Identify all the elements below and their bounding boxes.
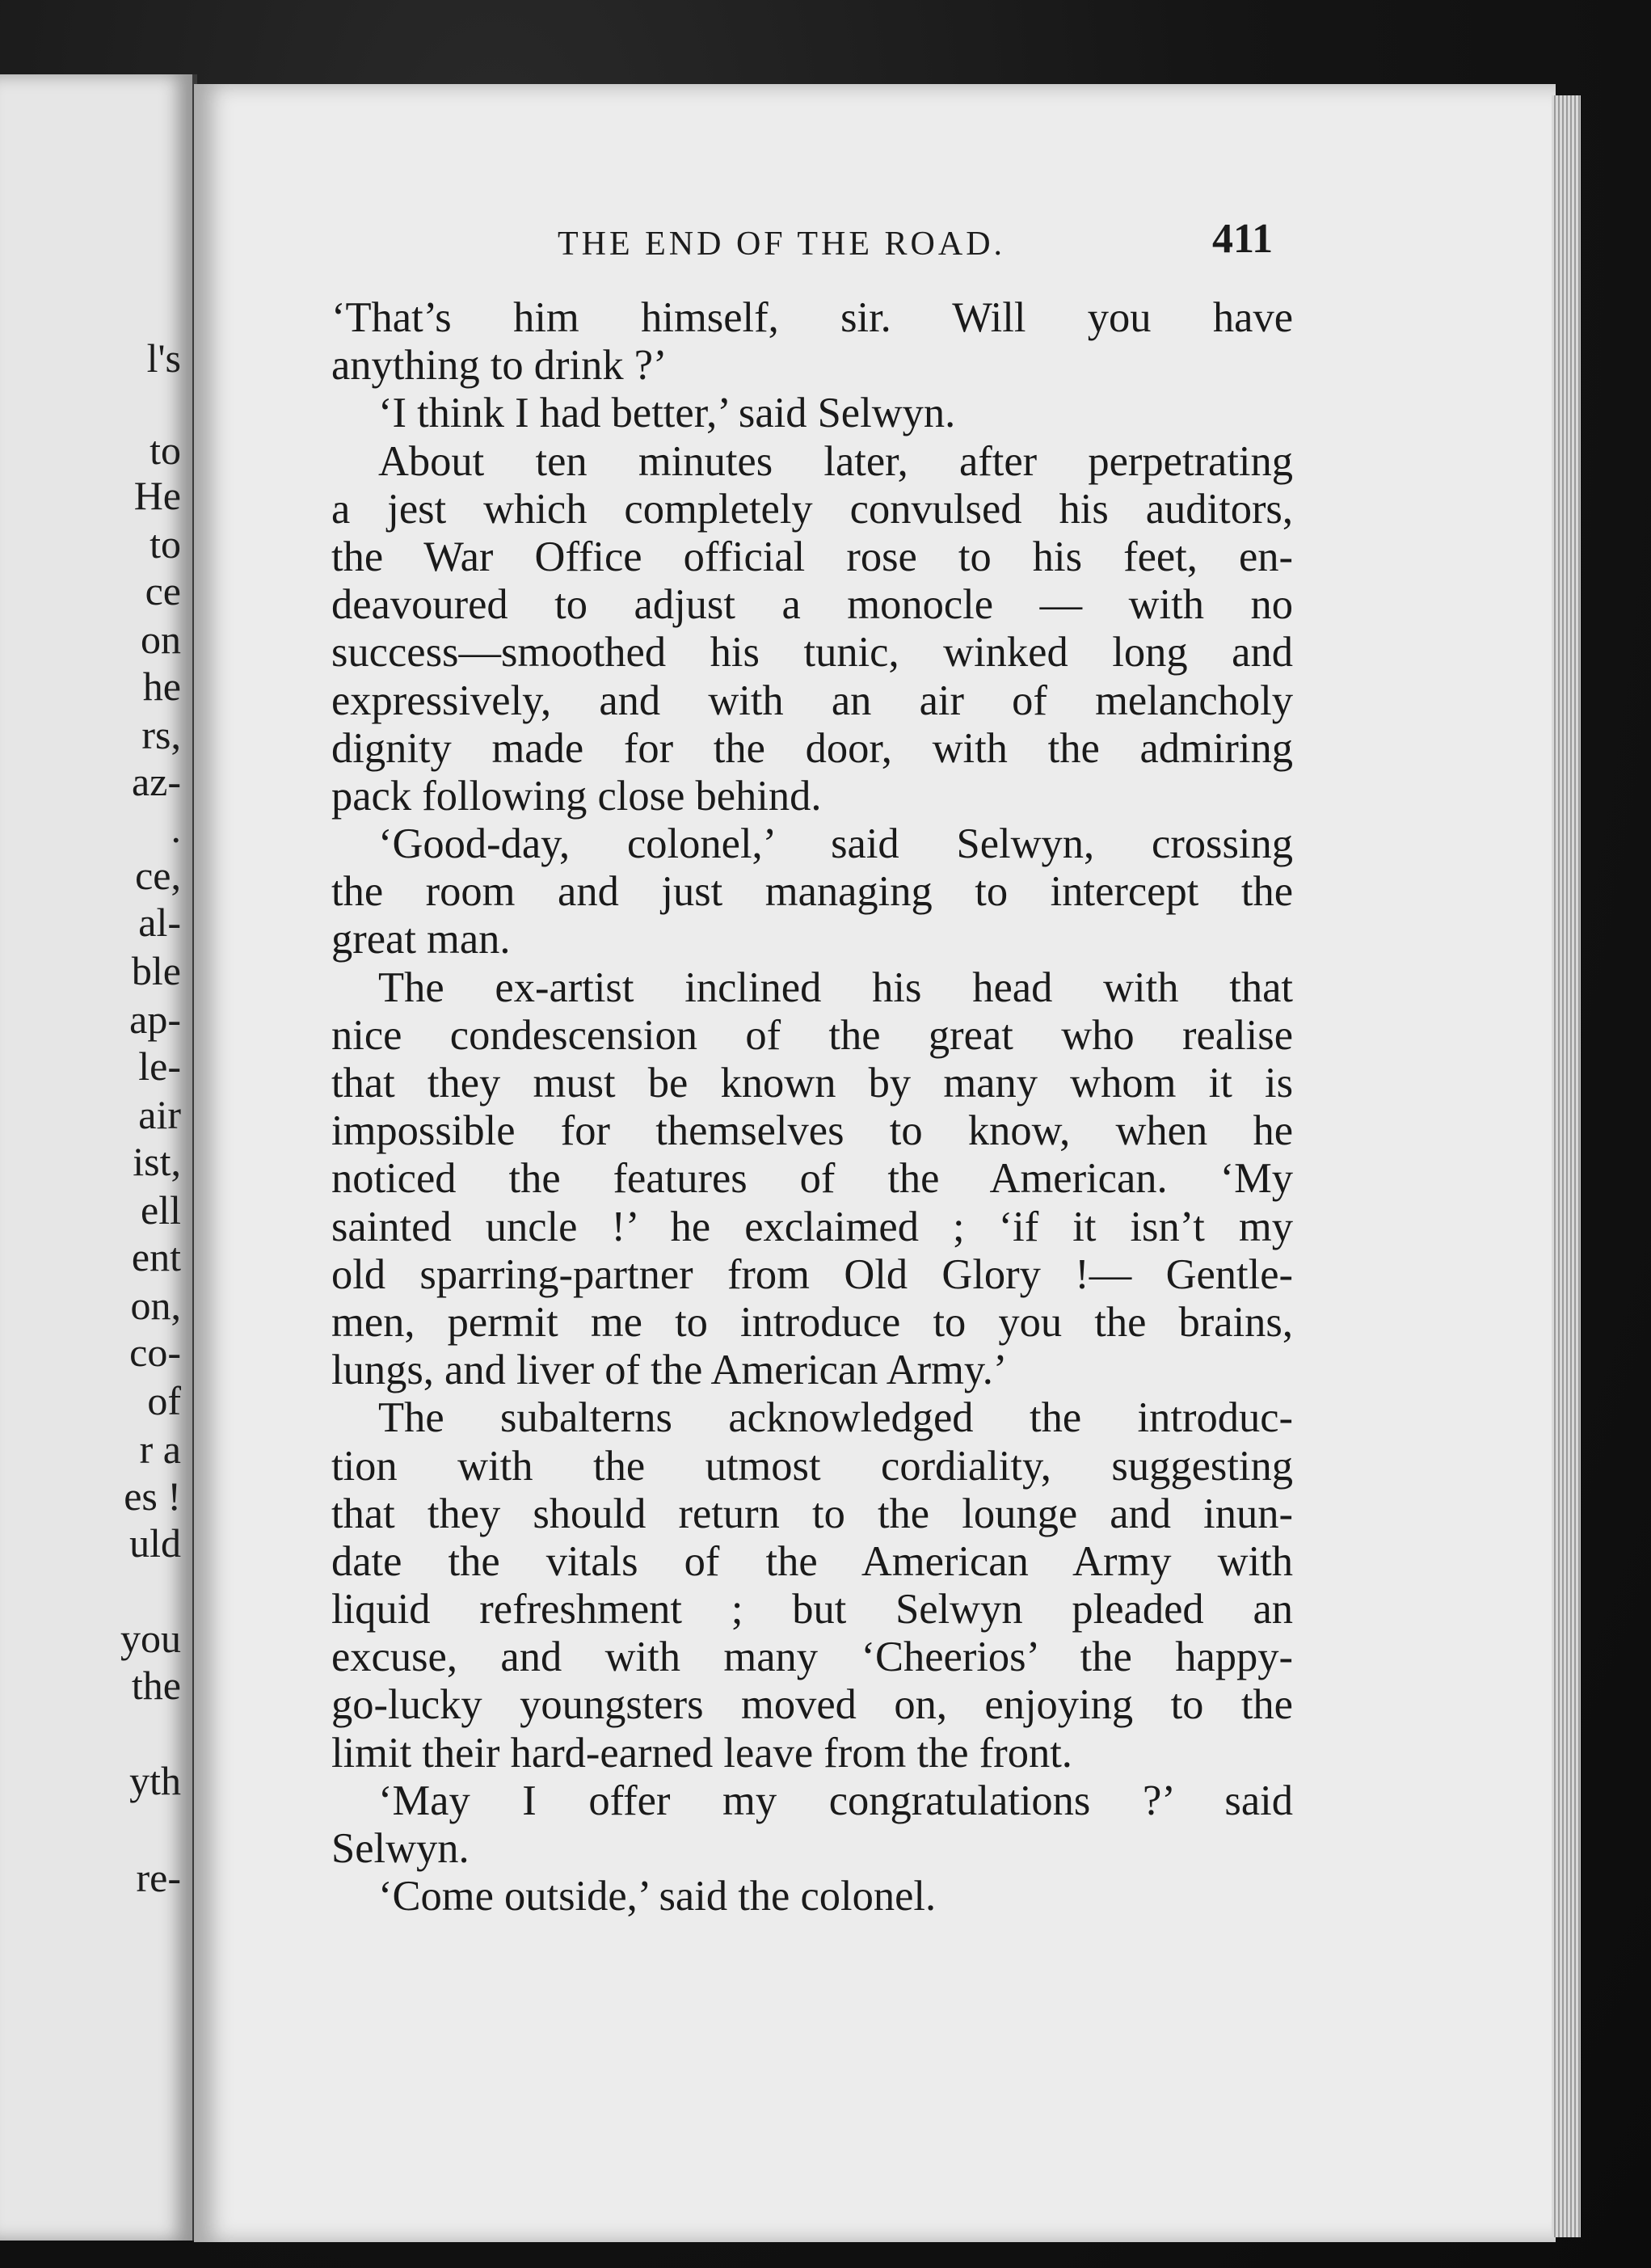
left-page-fragment: uld <box>129 1520 181 1566</box>
body-text <box>331 294 1293 1920</box>
left-page-fragment: co- <box>129 1330 181 1375</box>
left-page-fragment: az- <box>131 759 181 804</box>
text-line: that they must be known by many whom it is <box>331 1060 1293 1107</box>
left-page-fragment: ent <box>131 1234 181 1279</box>
left-page-edge <box>0 74 197 2241</box>
text-line: dignity made for the door, with the admiring <box>331 724 1293 772</box>
text-line: ‘May I offer my congratulations ?’ said <box>378 1777 1293 1824</box>
left-page-fragment: on, <box>130 1283 181 1328</box>
text-line: a jest which completely convulsed his auditors, <box>331 485 1293 533</box>
left-page-fragment: es ! <box>124 1473 181 1519</box>
left-page-fragment: l's <box>146 335 181 381</box>
text-line: noticed the features of the American. ‘My <box>331 1155 1293 1203</box>
left-page-fragment: on <box>141 617 181 662</box>
text-line: that they should return to the lounge and inun- <box>331 1490 1293 1537</box>
text-line: date the vitals of the American Army with <box>331 1537 1293 1585</box>
left-page-fragment: ell <box>141 1187 181 1233</box>
text-line: About ten minutes later, after perpetrating <box>378 437 1293 485</box>
left-page-fragment: . <box>171 806 181 851</box>
text-line: the War Office official rose to his feet, en- <box>331 533 1293 580</box>
text-line: The subalterns acknowledged the introduc- <box>378 1394 1293 1442</box>
left-page-fragment: to <box>150 428 181 473</box>
text-line: deavoured to adjust a monocle — with no <box>331 581 1293 629</box>
left-page-fragment: to <box>150 521 181 567</box>
text-line: anything to drink ?’ <box>331 342 668 390</box>
text-line: nice condescension of the great who realise <box>331 1011 1293 1059</box>
left-page-fragment: ap- <box>129 997 181 1042</box>
text-line: ‘That’s him himself, sir. Will you have <box>331 294 1293 341</box>
text-line: men, permit me to introduce to you the brains, <box>331 1298 1293 1346</box>
text-line: impossible for themselves to know, when he <box>331 1107 1293 1155</box>
page-stack-edge <box>1552 95 1581 2237</box>
left-page-fragment: ble <box>131 948 181 993</box>
text-line: expressively, and with an air of melancholy <box>331 677 1293 724</box>
text-line: success—smoothed his tunic, winked long and <box>331 629 1293 677</box>
text-line: excuse, and with many ‘Cheerios’ the happy- <box>331 1634 1293 1681</box>
text-line: go-lucky youngsters moved on, enjoying to the <box>331 1681 1293 1729</box>
left-page-fragment: le- <box>138 1043 181 1089</box>
left-page-fragment: al- <box>138 900 181 945</box>
text-line: lungs, and liver of the American Army.’ <box>331 1347 1008 1394</box>
page-number: 411 <box>1212 216 1274 262</box>
text-line: old sparring-partner from Old Glory !— Gentle- <box>331 1250 1293 1298</box>
text-line: great man. <box>331 916 511 963</box>
text-line: tion with the utmost cordiality, suggesting <box>331 1442 1293 1490</box>
left-page-fragment: the <box>131 1663 181 1708</box>
text-line: pack following close behind. <box>331 772 822 820</box>
text-line: Selwyn. <box>331 1825 470 1872</box>
left-page-fragment: r a <box>139 1427 181 1472</box>
text-line: limit their hard-earned leave from the front. <box>331 1729 1072 1777</box>
text-line: The ex-artist inclined his head with that <box>378 963 1293 1011</box>
left-page-fragment: he <box>142 664 181 709</box>
left-page-fragment: yth <box>129 1758 181 1803</box>
text-line: ‘Come outside,’ said the colonel. <box>378 1873 937 1920</box>
left-page-fragment: ce, <box>135 853 181 898</box>
left-page-fragment: air <box>138 1092 181 1137</box>
text-line: sainted uncle !’ he exclaimed ; ‘if it isn’t my <box>331 1203 1293 1250</box>
left-page-fragment: He <box>133 473 181 518</box>
text-line: ‘I think I had better,’ said Selwyn. <box>378 390 956 437</box>
text-line: ‘Good-day, colonel,’ said Selwyn, crossing <box>378 820 1293 868</box>
left-page-fragment: re- <box>136 1855 181 1900</box>
left-page-fragment: you <box>120 1616 181 1661</box>
left-page-fragment: of <box>147 1378 181 1423</box>
text-line: liquid refreshment ; but Selwyn pleaded an <box>331 1586 1293 1634</box>
running-head: THE END OF THE ROAD. <box>558 226 1006 263</box>
left-page-fragment: ist, <box>133 1139 181 1184</box>
left-page-fragment: ce <box>145 568 181 613</box>
left-page-fragment: rs, <box>141 712 181 757</box>
text-line: the room and just managing to intercept the <box>331 868 1293 916</box>
